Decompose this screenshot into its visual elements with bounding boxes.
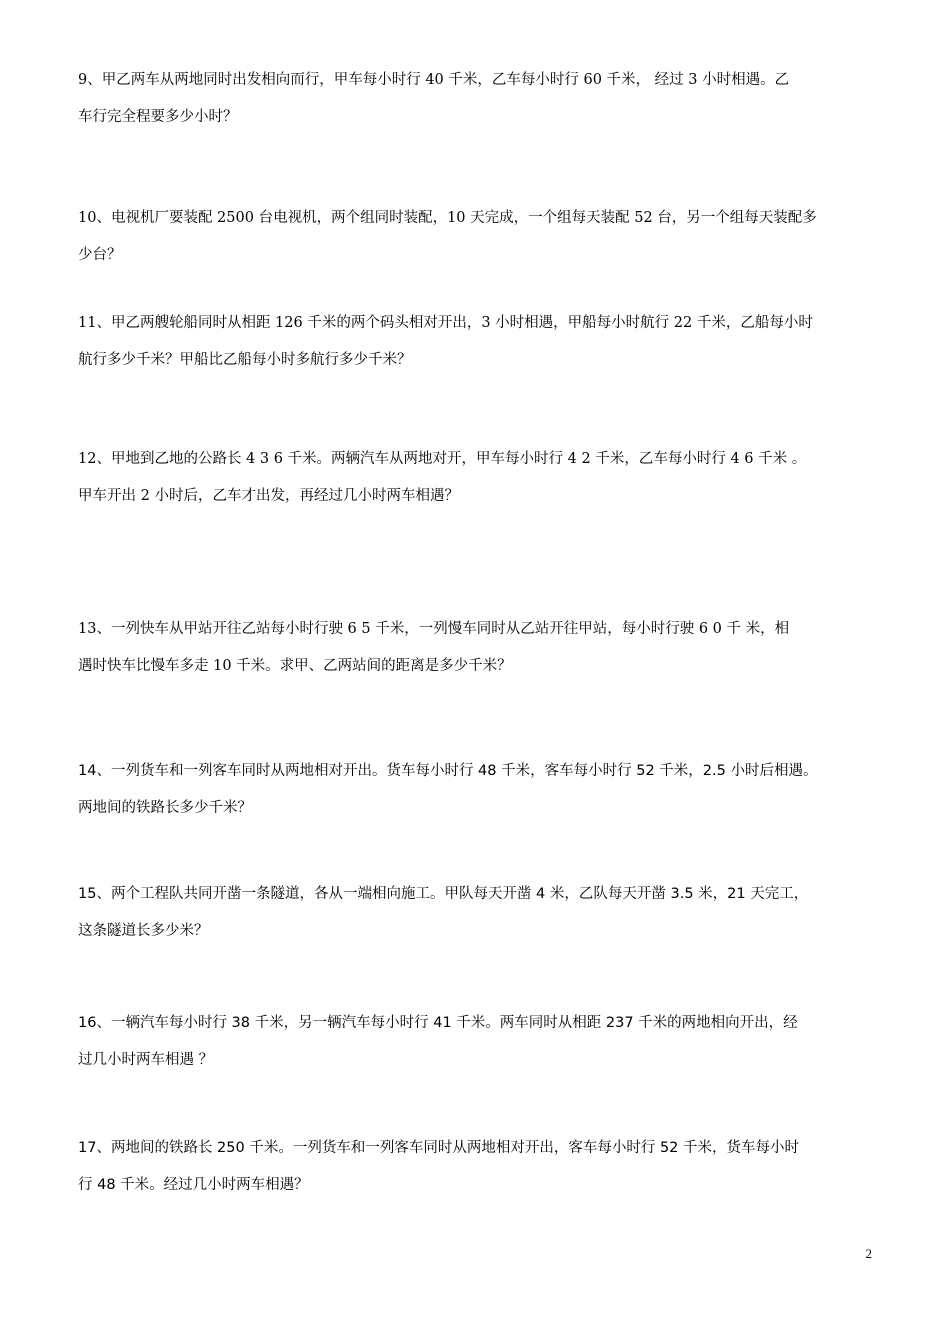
problem-11 [78,305,878,379]
problem-line: 这条隧道长多少米？ [78,923,209,939]
problem-line: 13、一列快车从甲站开往乙站每小时行驶 6 5 千米，一列慢车同时从乙站开往甲站，每小时行驶 6 0 千 米，相 [78,621,790,637]
problem-15 [78,876,878,950]
problem-line: 航行多少千米？甲船比乙船每小时多航行多少千米？ [78,352,412,368]
problem-line: 遇时快车比慢车多走 10 千米。求甲、乙两站间的距离是多少千米？ [78,658,512,674]
problem-line: 两地间的铁路长多少千米？ [78,800,252,816]
problem-line: 少台？ [78,247,122,263]
problem-line: 17、两地间的铁路长 250 千米。一列货车和一列客车同时从两地相对开出，客车每小时行 52 千米，货车每小时 [78,1140,800,1156]
problem-16 [78,1005,878,1079]
problem-12 [78,441,878,515]
problem-line: 14、一列货车和一列客车同时从两地相对开出。货车每小时行 48 千米，客车每小时行 52 千米，2.5 小时后相遇。 [78,763,818,779]
problem-9 [78,62,878,136]
problem-line: 10、电视机厂要装配 2500 台电视机，两个组同时装配，10 天完成，一个组每天装配 52 台，另一个组每天装配多 [78,210,817,226]
problem-line: 甲车开出 2 小时后，乙车才出发，再经过几小时两车相遇？ [78,488,459,504]
problem-line: 车行完全程要多少小时？ [78,109,238,125]
problem-line: 过几小时两车相遇 ？ [78,1052,214,1068]
problem-17 [78,1130,878,1204]
page-number: 2 [865,1246,872,1261]
problem-line: 16、一辆汽车每小时行 38 千米，另一辆汽车每小时行 41 千米。两车同时从相距 237 千米的两地相向开出，经 [78,1015,798,1031]
problem-14 [78,753,878,827]
problem-line: 行 48 千米。经过几小时两车相遇？ [78,1177,309,1193]
problem-line: 11、甲乙两艘轮船同时从相距 126 千米的两个码头相对开出，3 小时相遇，甲船每小时航行 22 千米，乙船每小时 [78,315,813,331]
problem-line: 9、甲乙两车从两地同时出发相向而行，甲车每小时行 40 千米，乙车每小时行 60 千米， 经过 3 小时相遇。乙 [78,72,790,88]
problem-line: 12、甲地到乙地的公路长 4 3 6 千米。两辆汽车从两地对开，甲车每小时行 4 2 千米，乙车每小时行 4 6 千米 。 [78,451,807,467]
problem-13 [78,611,878,685]
problem-10 [78,200,878,274]
problem-line: 15、两个工程队共同开凿一条隧道，各从一端相向施工。甲队每天开凿 4 米，乙队每天开凿 3.5 米，21 天完工， [78,886,809,902]
